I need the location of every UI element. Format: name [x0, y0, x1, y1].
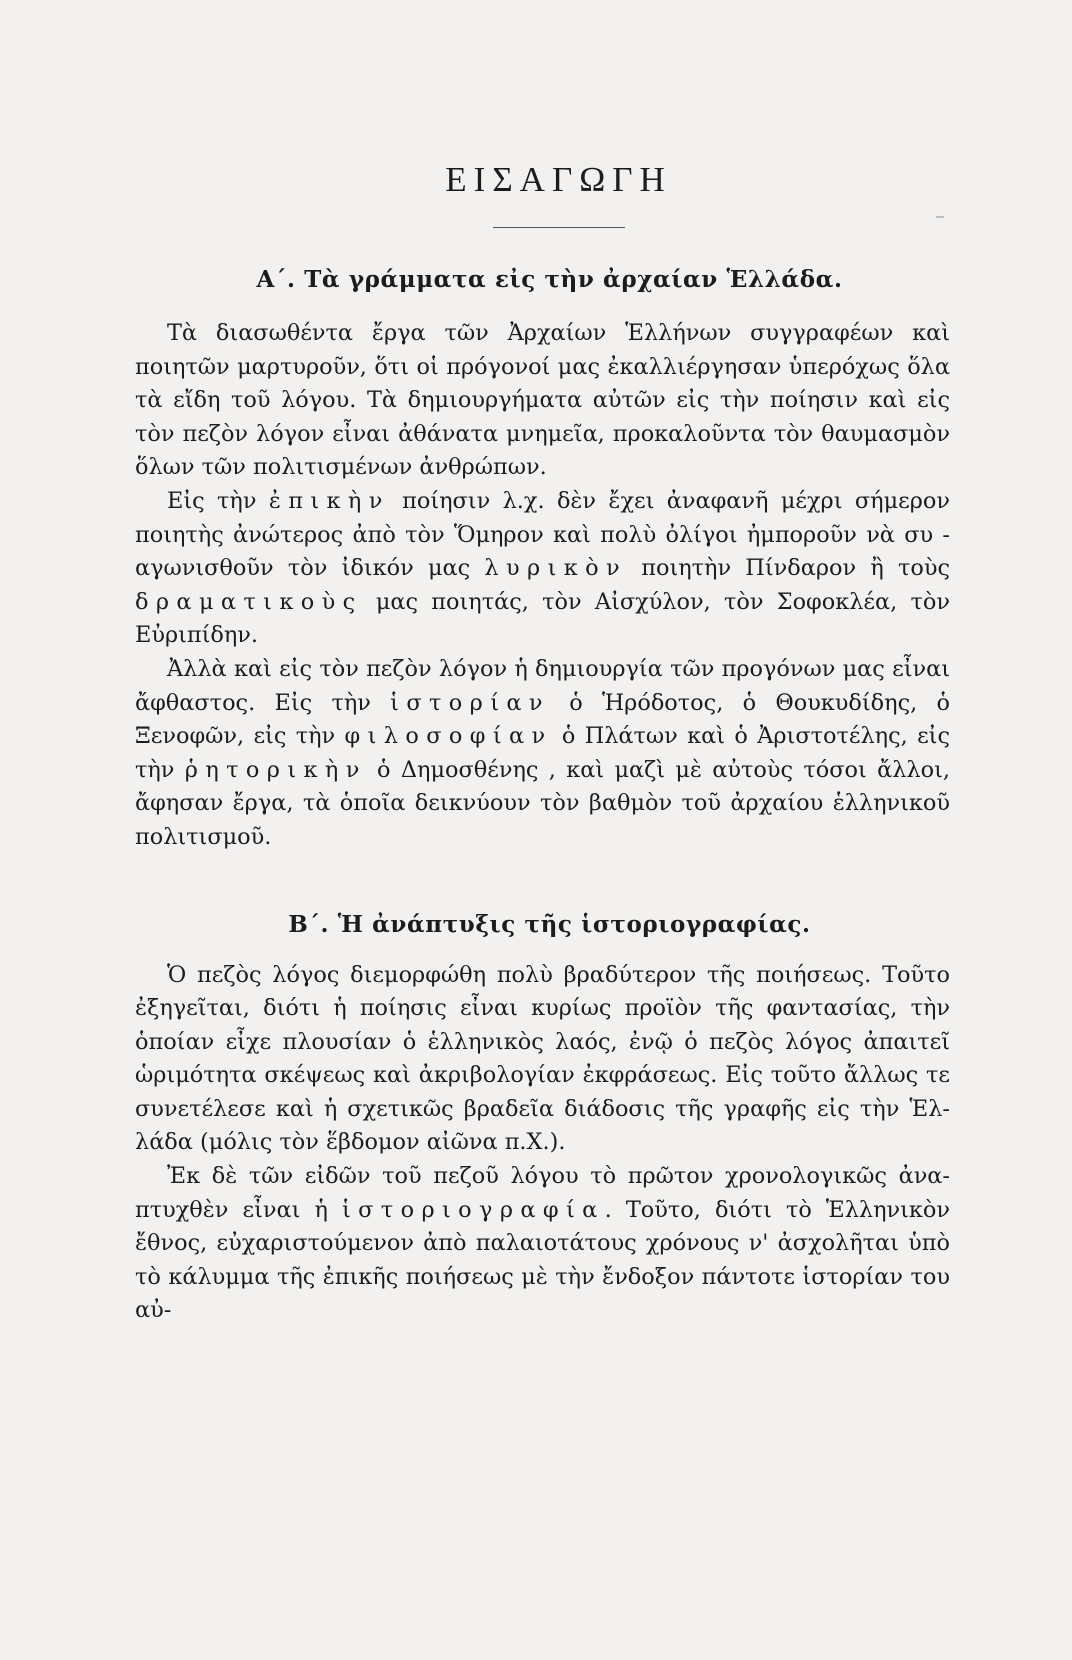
text-span: Ἐκ δὲ τῶν εἰδῶν τοῦ πεζοῦ λόγου τὸ πρῶτον χρονολογικῶς ἀνα- πτυχθὲν εἶναι ἡ: [135, 1163, 950, 1223]
text-span: Ἀλλὰ καὶ εἰς τὸν πεζὸν λόγον ἡ δημιουργία τῶν προγόνων μας εἶναι ἄφθαστος. Εἰς τὴν: [135, 655, 950, 716]
book-page: [0, 160, 1072, 1660]
chapter-title: ΕΙΣΑΓΩΓΗ: [445, 160, 672, 199]
section-a-paragraph-1: Τὰ διασωθέντα ἔργα τῶν Ἀρχαίων Ἑλλήνων συγγραφέων καὶ ποιητῶν μαρτυροῦν, ὅτι οἱ πρόγονοί μας ἐκαλλιέργησαν ὑπερόχως ὅλα τὰ εἴδη τοῦ λόγου. Τὰ δημιουργήματα αὐτῶν εἰς τὴν ποίησιν καὶ εἰς τὸν πεζὸν λόγον εἶναι ἀθάνατα μνημεῖα, προκαλοῦντα τὸν θαυμασμὸν ὅλων τῶν πολιτισμένων ἀνθρώπων.: [135, 320, 950, 481]
section-b-heading: Β΄. Ἡ ἀνάπτυξις τῆς ἱστοριογραφίας.: [288, 910, 811, 938]
section-a-paragraph-2: [135, 485, 950, 653]
emphasized-term-dramatic: δραματικοὺς: [135, 588, 363, 615]
page-corner-mark: [936, 216, 944, 218]
text-span: . Τοῦτο, διότι τὸ Ἑλληνικὸν ἔθνος, εὐχαριστούμενον ἀπὸ παλαιοτάτους χρόνους ν' ἀσχολῆται ὑπὸ τὸ κάλυμμα τῆς ἐπικῆς ποιήσεως μὲ τὴν ἔνδοξον πάντοτε ἱστορίαν του αὐ-: [135, 1196, 951, 1324]
text-span: μας ποιητάς, τὸν Αἰσχύλον, τὸν Σοφοκλέα, τὸν Εὐριπίδην.: [135, 588, 950, 649]
emphasized-term-historiography: ἱστοριογραφία: [341, 1196, 605, 1223]
emphasized-term-philosophy: φιλοσοφίαν: [344, 723, 553, 750]
text-span: ποίησιν λ.χ. δὲν ἔχει ἀναφανῆ μέχρι σήμερον ποιητὴς ἀνώτερος ἀπὸ τὸν Ὅμηρον καὶ πολὺ ὀλίγοι ἠμποροῦν νὰ συ - αγωνισθοῦν τὸν ἰδικόν μας: [135, 487, 950, 582]
text-span: Εἰς τὴν: [167, 487, 269, 514]
text-span: ποιητὴν Πίνδαρον ἢ τοὺς: [627, 555, 950, 582]
emphasized-term-rhetoric: ῥητορικὴν: [184, 756, 367, 783]
section-a-body: [135, 317, 950, 855]
section-a-heading: Α΄. Τὰ γράμματα εἰς τὴν ἀρχαίαν Ἑλλάδα.: [256, 266, 843, 293]
text-span: ὁ Πλάτων καὶ ὁ Ἀριστοτέλης, εἰς τὴν: [135, 723, 950, 783]
section-b-paragraph-2: [135, 1160, 950, 1328]
text-span: ὁ Δημοσθένης , καὶ μαζὶ μὲ αὐτοὺς τόσοι ἄλλοι, ἄφησαν ἔργα, τὰ ὁποῖα δεικνύουν τὸν βαθμὸν τοῦ ἀρχαίου ἑλληνικοῦ πολιτισμοῦ.: [135, 756, 951, 850]
title-divider: [493, 227, 625, 228]
text-span: ὁ Ἡρόδοτος, ὁ Θουκυδίδης, ὁ Ξενοφῶν, εἰς τὴν: [135, 689, 950, 750]
emphasized-term-history: ἱστορίαν: [390, 689, 550, 716]
section-b-body: [135, 959, 950, 1329]
section-b-paragraph-1: Ὁ πεζὸς λόγος διεμορφώθη πολὺ βραδύτερον τῆς ποιήσεως. Τοῦτο ἐξηγεῖται, διότι ἡ ποίησις εἶναι κυρίως προϊὸν τῆς φαντασίας, τὴν ὁποίαν εἶχε πλουσίαν ὁ ἑλληνικὸς λαός, ἐνῷ ὁ πεζὸς λόγος ἀπαιτεῖ ὡριμότητα σκέψεως καὶ ἀκριβολογίαν ἐκφράσεως. Εἰς τοῦτο ἄλλως τε συνετέλεσε καὶ ἡ σχετικῶς βραδεῖα διάδοσις τῆς γραφῆς εἰς τὴν Ἑλ- λάδα (μόλις τὸν ἕβδομον αἰῶνα π.Χ.).: [135, 961, 950, 1156]
emphasized-term-lyric: λυρικὸν: [484, 555, 627, 582]
emphasized-term-epic: ἐπικὴν: [268, 487, 390, 514]
section-a-paragraph-3: [135, 653, 950, 855]
